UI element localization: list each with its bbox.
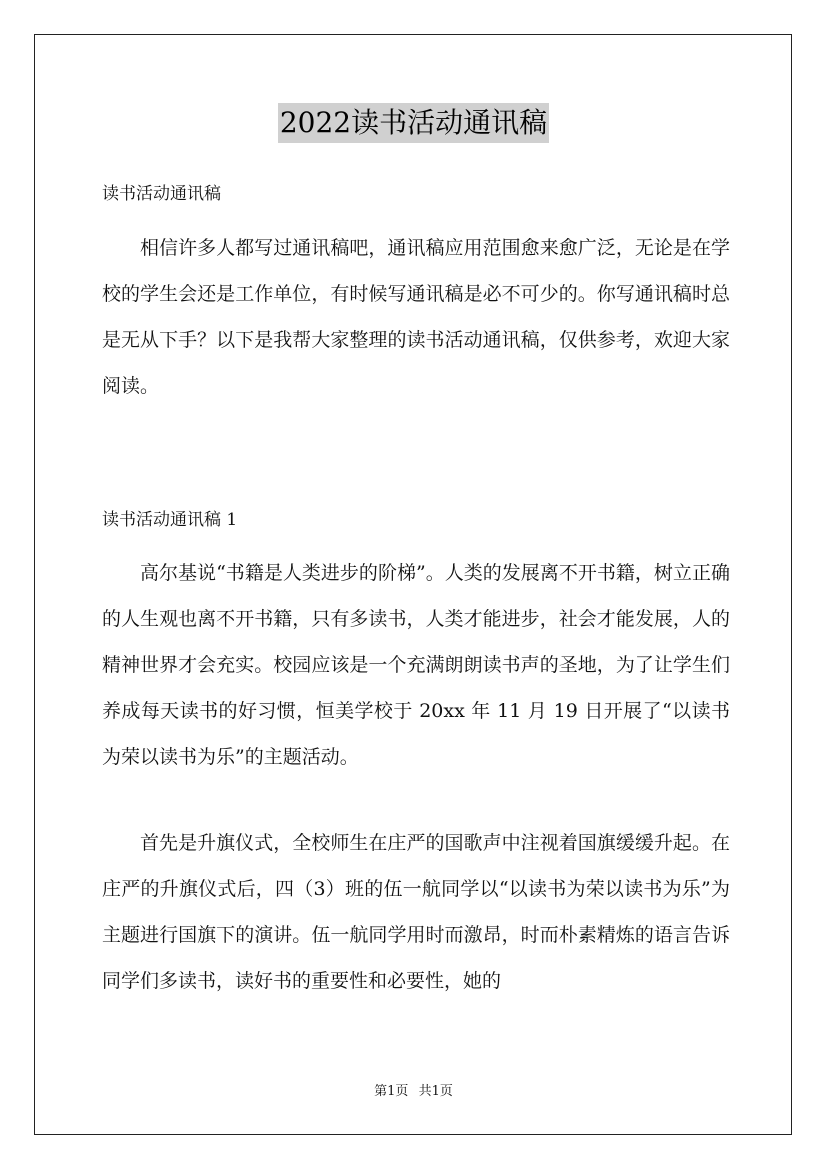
page-total: 共1页	[418, 1084, 453, 1099]
section1-heading: 读书活动通讯稿 1	[102, 510, 238, 530]
section1-paragraph-2: 首先是升旗仪式，全校师生在庄严的国歌声中注视着国旗缓缓升起。在庄严的升旗仪式后，四（3）班的伍一航同学以“以读书为荣以读书为乐”为主题进行国旗下的演讲。伍一航同学用时而激昂，时而朴素精炼的语言告诉同学们多读书，读好书的重要性和必要性，她的	[102, 832, 730, 992]
document-title: 2022读书活动通讯稿	[278, 103, 549, 143]
section1-paragraph-1: 高尔基说“书籍是人类进步的阶梯”。人类的发展离不开书籍，树立正确的人生观也离不开书籍，只有多读书，人类才能进步，社会才能发展，人的精神世界才会充实。校园应该是一个充满朗朗读书声的圣地，为了让学生们养成每天读书的好习惯，恒美学校于 20xx 年 11 月 19 日开展了“以读书为荣以读书为乐”的主题活动。	[102, 562, 730, 768]
title-container	[0, 103, 827, 143]
page-footer	[0, 1083, 827, 1101]
intro-heading: 读书活动通讯稿	[102, 184, 221, 204]
page-number: 第1页	[374, 1084, 409, 1099]
intro-paragraph: 相信许多人都写过通讯稿吧，通讯稿应用范围愈来愈广泛，无论是在学校的学生会还是工作单位，有时候写通讯稿是必不可少的。你写通讯稿时总是无从下手？以下是我帮大家整理的读书活动通讯稿，仅供参考，欢迎大家阅读。	[102, 237, 730, 397]
